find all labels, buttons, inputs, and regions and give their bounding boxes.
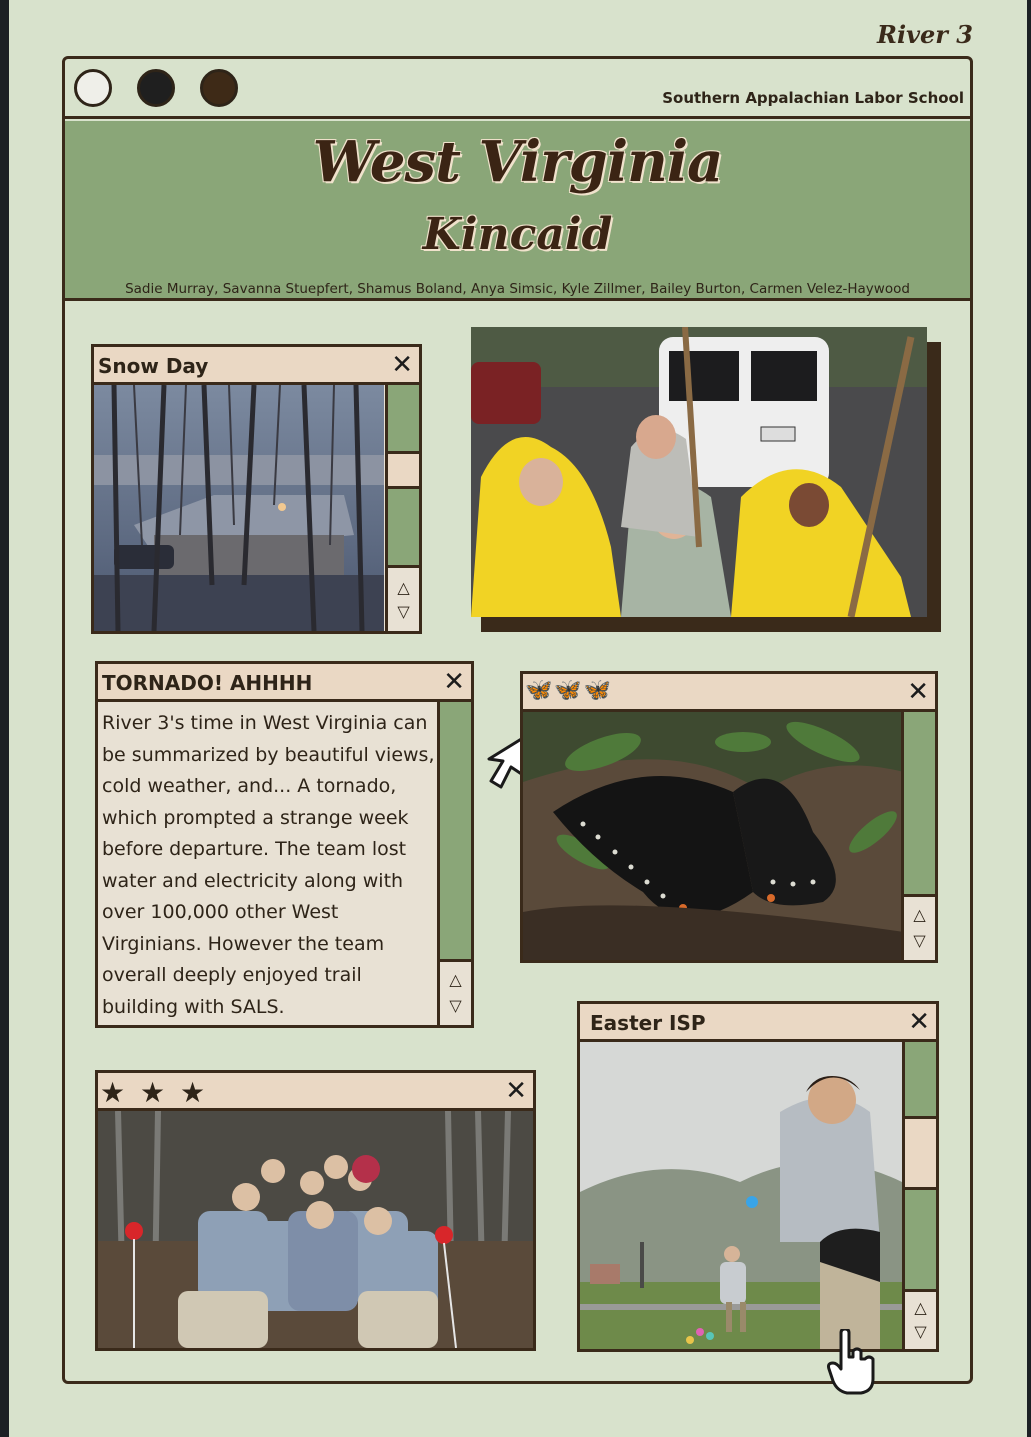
arrow-down-icon[interactable]: ▽ (914, 1322, 927, 1341)
hand-cursor-icon (827, 1329, 879, 1395)
arrow-down-icon[interactable]: ▽ (449, 996, 462, 1015)
butterfly-scrollbar[interactable] (901, 712, 935, 960)
snow-day-titlebar (94, 347, 419, 385)
group-photo (98, 1111, 533, 1348)
easter-title: Easter ISP (590, 1011, 706, 1035)
butterfly-titlebar (523, 674, 935, 712)
arrow-down-icon[interactable]: ▽ (397, 602, 410, 621)
top-bar (65, 59, 970, 119)
arrow-down-icon[interactable]: ▽ (913, 931, 926, 950)
close-icon[interactable]: ✕ (443, 667, 465, 697)
scroll-arrows (440, 959, 471, 1025)
site-title: Kincaid (422, 209, 613, 260)
close-icon[interactable]: ✕ (391, 350, 413, 380)
state-title: West Virginia (312, 129, 723, 195)
main-frame (62, 56, 973, 1384)
snow-day-title: Snow Day (98, 354, 209, 378)
easter-photo (580, 1042, 902, 1349)
scroll-thumb[interactable] (388, 451, 419, 489)
group-titlebar (98, 1073, 533, 1111)
snow-day-window (91, 344, 422, 634)
arrow-up-icon[interactable]: △ (914, 1298, 927, 1317)
circle-light-icon (74, 69, 112, 107)
title-banner (65, 121, 970, 301)
org-name: Southern Appalachian Labor School (662, 89, 964, 107)
member-list: Sadie Murray, Savanna Stuepfert, Shamus Boland, Anya Simsic, Kyle Zillmer, Bailey Burton, Carmen Velez-Haywood (125, 281, 910, 297)
tornado-window (95, 661, 474, 1028)
scroll-arrows (388, 565, 419, 631)
tornado-scrollbar[interactable] (437, 702, 471, 1025)
arrow-up-icon[interactable]: △ (449, 970, 462, 989)
scroll-arrows (905, 1289, 936, 1349)
close-icon[interactable]: ✕ (907, 677, 929, 707)
butterfly-window (520, 671, 938, 963)
right-edge (1027, 0, 1031, 1437)
easter-window (577, 1001, 939, 1352)
easter-titlebar (580, 1004, 936, 1042)
close-icon[interactable]: ✕ (908, 1007, 930, 1037)
close-icon[interactable]: ✕ (505, 1076, 527, 1106)
tornado-title: TORNADO! AHHHH (102, 671, 313, 695)
star-icon: ★ ★ ★ (100, 1076, 209, 1109)
rain-crew-photo (471, 327, 927, 617)
circle-black-icon (137, 69, 175, 107)
scroll-arrows (904, 894, 935, 960)
group-photo-window (95, 1070, 536, 1351)
tornado-text: River 3's time in West Virginia can be summarized by beautiful views, cold weather, and... A tornado, which prompted a strange week before departure. The team lost water and electricity along with over 100,000 other West Virginians. However the team overall deeply enjoyed trail building with SALS. (102, 712, 435, 1018)
snow-day-scrollbar[interactable] (385, 385, 419, 631)
scroll-thumb[interactable] (905, 1116, 936, 1190)
river-tag: River 3 (877, 20, 973, 49)
arrow-up-icon[interactable]: △ (397, 578, 410, 597)
arrow-up-icon[interactable]: △ (913, 905, 926, 924)
butterfly-icon: 🦋🦋🦋 (525, 678, 614, 703)
left-edge (0, 0, 9, 1437)
easter-scrollbar[interactable] (902, 1042, 936, 1349)
snow-day-photo (94, 385, 384, 631)
butterfly-photo (523, 712, 904, 960)
circle-brown-icon (200, 69, 238, 107)
tornado-titlebar (98, 664, 471, 702)
